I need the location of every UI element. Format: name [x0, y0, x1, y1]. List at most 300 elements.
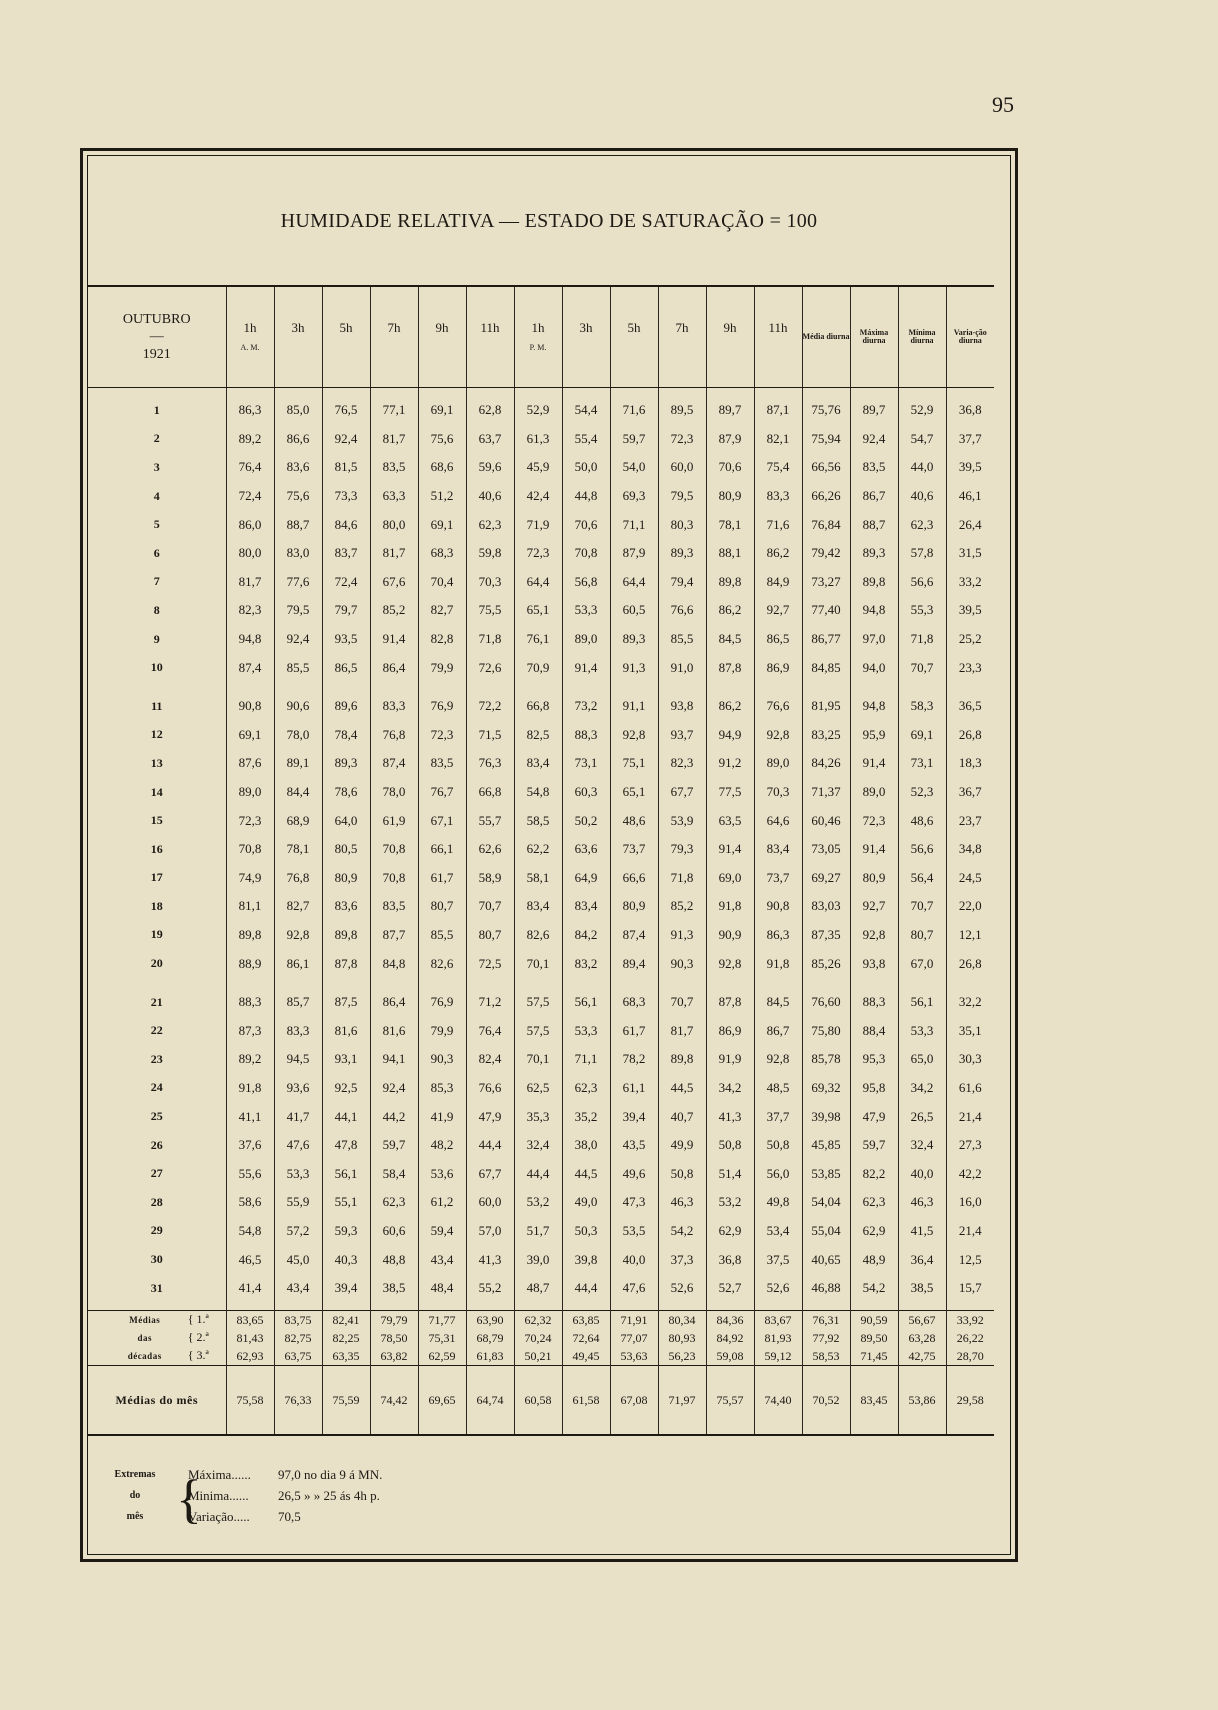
decade-mean-row [88, 1329, 994, 1347]
hour-value: 64,0 [322, 806, 370, 835]
row-gap [88, 1302, 226, 1311]
hour-value: 50,3 [562, 1217, 610, 1246]
month-extremes [88, 1461, 1010, 1551]
hour-value: 85,2 [370, 596, 418, 625]
daily-variation: 16,0 [946, 1188, 994, 1217]
hour-value: 37,3 [658, 1245, 706, 1274]
decade-mean: 76,31 [802, 1311, 850, 1330]
hour-value: 94,8 [226, 625, 274, 654]
decade-group-label: Médias [129, 1315, 161, 1326]
row-gap [466, 1302, 514, 1311]
hour-value: 66,6 [610, 864, 658, 893]
decade-hour-mean: 79,79 [370, 1311, 418, 1330]
hour-value: 84,5 [706, 625, 754, 654]
hour-value: 57,5 [514, 988, 562, 1017]
hour-value: 60,3 [562, 778, 610, 807]
hour-value: 53,2 [514, 1188, 562, 1217]
daily-min: 48,6 [898, 806, 946, 835]
daily-min: 38,5 [898, 1274, 946, 1303]
hour-label: 5h [339, 320, 353, 336]
hour-label: 3h [579, 320, 593, 336]
hour-value: 84,4 [274, 778, 322, 807]
day-number: 16 [150, 841, 163, 856]
daily-mean: 81,95 [802, 692, 850, 721]
hour-value: 55,2 [466, 1274, 514, 1303]
hour-value: 89,6 [322, 692, 370, 721]
daily-min: 58,3 [898, 692, 946, 721]
decade-hour-mean: 53,63 [610, 1347, 658, 1366]
hour-value: 82,5 [514, 721, 562, 750]
hour-value: 81,7 [226, 568, 274, 597]
hour-label: 7h [387, 320, 401, 336]
day-number: 26 [150, 1137, 163, 1152]
decade-hour-mean: 80,34 [658, 1311, 706, 1330]
hour-value: 45,0 [274, 1245, 322, 1274]
hour-value: 73,7 [610, 835, 658, 864]
hour-value: 59,4 [418, 1217, 466, 1246]
hour-value: 83,6 [274, 453, 322, 482]
hour-value: 52,6 [754, 1274, 802, 1303]
daily-max: 47,9 [850, 1102, 898, 1131]
hour-value: 48,2 [418, 1131, 466, 1160]
daily-min: 56,6 [898, 835, 946, 864]
decade-min: 56,67 [898, 1311, 946, 1330]
hour-value: 88,3 [562, 721, 610, 750]
daily-min: 52,9 [898, 396, 946, 425]
daily-max: 94,8 [850, 692, 898, 721]
hour-value: 80,0 [370, 510, 418, 539]
hour-value: 87,9 [610, 539, 658, 568]
hour-value: 66,8 [466, 778, 514, 807]
hour-value: 82,6 [514, 921, 562, 950]
hour-value: 84,5 [754, 988, 802, 1017]
row-gap [610, 682, 658, 692]
daily-variation: 12,1 [946, 921, 994, 950]
hour-value: 76,5 [322, 396, 370, 425]
hour-value: 89,7 [706, 396, 754, 425]
hour-value: 91,9 [706, 1045, 754, 1074]
hour-value: 82,7 [418, 596, 466, 625]
daily-min: 40,0 [898, 1159, 946, 1188]
hour-value: 71,8 [658, 864, 706, 893]
daily-mean: 54,04 [802, 1188, 850, 1217]
hour-value: 64,4 [610, 568, 658, 597]
row-gap [802, 978, 850, 988]
row-gap [946, 388, 994, 397]
hour-value: 82,3 [658, 749, 706, 778]
hour-value: 92,4 [322, 425, 370, 454]
header-dash: — [149, 329, 164, 345]
day-number: 27 [150, 1166, 163, 1181]
row-gap [946, 978, 994, 988]
hour-value: 79,4 [658, 568, 706, 597]
hour-value: 90,6 [274, 692, 322, 721]
daily-min: 54,7 [898, 425, 946, 454]
daily-max: 83,5 [850, 453, 898, 482]
daily-variation: 61,6 [946, 1074, 994, 1103]
hour-value: 79,9 [418, 1016, 466, 1045]
hour-value: 40,6 [466, 482, 514, 511]
hour-value: 48,7 [514, 1274, 562, 1303]
decade-number: 1.ª [196, 1312, 209, 1327]
row-gap [274, 1302, 322, 1311]
row-gap [88, 388, 226, 397]
hour-value: 62,9 [706, 1217, 754, 1246]
hour-value: 83,5 [370, 892, 418, 921]
row-gap [418, 682, 466, 692]
daily-mean: 66,26 [802, 482, 850, 511]
decade-variation: 26,22 [946, 1329, 994, 1347]
hour-value: 90,8 [754, 892, 802, 921]
hour-value: 84,2 [562, 921, 610, 950]
hour-value: 55,9 [274, 1188, 322, 1217]
row-gap [754, 388, 802, 397]
daily-variation: 36,5 [946, 692, 994, 721]
row-gap [802, 388, 850, 397]
daily-mean: 87,35 [802, 921, 850, 950]
hour-value: 67,7 [658, 778, 706, 807]
day-row [88, 921, 994, 950]
row-gap [274, 682, 322, 692]
hour-value: 79,5 [274, 596, 322, 625]
hour-value: 41,3 [706, 1102, 754, 1131]
hour-value: 41,1 [226, 1102, 274, 1131]
hour-value: 72,4 [322, 568, 370, 597]
header-media: Média diurna [802, 286, 850, 388]
hour-value: 70,9 [514, 653, 562, 682]
daily-min: 56,4 [898, 864, 946, 893]
header-variacao: Varia-ção diurna [946, 286, 994, 388]
daily-mean: 60,46 [802, 806, 850, 835]
hour-value: 70,8 [562, 539, 610, 568]
hour-value: 87,7 [370, 921, 418, 950]
hour-value: 71,1 [562, 1045, 610, 1074]
hour-value: 72,4 [226, 482, 274, 511]
hour-value: 70,4 [418, 568, 466, 597]
hour-value: 70,8 [226, 835, 274, 864]
decade-hour-mean: 62,32 [514, 1311, 562, 1330]
hour-value: 94,1 [370, 1045, 418, 1074]
hour-value: 73,1 [562, 749, 610, 778]
hour-value: 37,6 [226, 1131, 274, 1160]
hour-value: 66,8 [514, 692, 562, 721]
decade-mean: 77,92 [802, 1329, 850, 1347]
day-number: 25 [150, 1109, 163, 1124]
hour-value: 48,6 [610, 806, 658, 835]
hour-value: 62,8 [466, 396, 514, 425]
daily-min: 41,5 [898, 1217, 946, 1246]
hour-value: 91,8 [226, 1074, 274, 1103]
hour-value: 89,1 [274, 749, 322, 778]
hour-value: 69,1 [226, 721, 274, 750]
hour-value: 39,4 [610, 1102, 658, 1131]
hour-value: 58,1 [514, 864, 562, 893]
row-gap [658, 388, 706, 397]
hour-value: 52,6 [658, 1274, 706, 1303]
row-gap [562, 978, 610, 988]
decade-hour-mean: 61,83 [466, 1347, 514, 1366]
hour-value: 81,7 [370, 539, 418, 568]
day-number: 11 [151, 698, 163, 713]
daily-max: 72,3 [850, 806, 898, 835]
daily-min: 57,8 [898, 539, 946, 568]
row-gap [418, 388, 466, 397]
hour-value: 68,9 [274, 806, 322, 835]
hour-value: 47,6 [610, 1274, 658, 1303]
daily-mean: 46,88 [802, 1274, 850, 1303]
hour-value: 80,5 [322, 835, 370, 864]
hour-value: 63,7 [466, 425, 514, 454]
daily-mean: 85,78 [802, 1045, 850, 1074]
hour-value: 53,9 [658, 806, 706, 835]
daily-min: 32,4 [898, 1131, 946, 1160]
hour-value: 54,4 [562, 396, 610, 425]
hour-value: 47,8 [322, 1131, 370, 1160]
decade-max: 71,45 [850, 1347, 898, 1366]
hour-value: 83,4 [754, 835, 802, 864]
daily-variation: 22,0 [946, 892, 994, 921]
row-gap [514, 682, 562, 692]
day-row [88, 949, 994, 978]
row-gap [370, 978, 418, 988]
month-min: 53,86 [898, 1366, 946, 1436]
hour-value: 78,1 [706, 510, 754, 539]
hour-value: 47,3 [610, 1188, 658, 1217]
hour-value: 87,9 [706, 425, 754, 454]
daily-mean: 75,76 [802, 396, 850, 425]
hour-value: 85,5 [418, 921, 466, 950]
daily-max: 48,9 [850, 1245, 898, 1274]
daily-variation: 24,5 [946, 864, 994, 893]
hour-value: 72,3 [514, 539, 562, 568]
daily-variation: 18,3 [946, 749, 994, 778]
hour-value: 87,4 [610, 921, 658, 950]
hour-value: 73,7 [754, 864, 802, 893]
hour-value: 64,9 [562, 864, 610, 893]
hour-value: 71,2 [466, 988, 514, 1017]
hour-value: 63,6 [562, 835, 610, 864]
hour-value: 83,3 [370, 692, 418, 721]
decade-hour-mean: 77,07 [610, 1329, 658, 1347]
hour-value: 89,2 [226, 425, 274, 454]
hour-value: 59,6 [466, 453, 514, 482]
daily-mean: 77,40 [802, 596, 850, 625]
daily-min: 70,7 [898, 653, 946, 682]
hour-value: 72,3 [658, 425, 706, 454]
hour-value: 71,8 [466, 625, 514, 654]
daily-min: 34,2 [898, 1074, 946, 1103]
hour-value: 55,4 [562, 425, 610, 454]
daily-min: 52,3 [898, 778, 946, 807]
day-row [88, 1217, 994, 1246]
decade-hour-mean: 59,08 [706, 1347, 754, 1366]
hour-value: 91,8 [754, 949, 802, 978]
daily-variation: 26,8 [946, 949, 994, 978]
day-number: 4 [153, 488, 160, 503]
hour-value: 78,0 [274, 721, 322, 750]
hour-value: 56,8 [562, 568, 610, 597]
day-number: 30 [150, 1252, 163, 1267]
daily-variation: 35,1 [946, 1016, 994, 1045]
hour-value: 46,5 [226, 1245, 274, 1274]
daily-max: 97,0 [850, 625, 898, 654]
hour-value: 52,9 [514, 396, 562, 425]
daily-variation: 34,8 [946, 835, 994, 864]
daily-max: 94,8 [850, 596, 898, 625]
hour-value: 69,3 [610, 482, 658, 511]
daily-variation: 21,4 [946, 1217, 994, 1246]
decade-hour-mean: 84,92 [706, 1329, 754, 1347]
hour-value: 72,2 [466, 692, 514, 721]
hour-value: 61,2 [418, 1188, 466, 1217]
hour-value: 86,5 [322, 653, 370, 682]
hour-value: 63,5 [706, 806, 754, 835]
decade-hour-mean: 78,50 [370, 1329, 418, 1347]
daily-mean: 66,56 [802, 453, 850, 482]
decade-variation: 28,70 [946, 1347, 994, 1366]
hour-value: 41,7 [274, 1102, 322, 1131]
hour-value: 61,7 [610, 1016, 658, 1045]
hour-value: 82,3 [226, 596, 274, 625]
month-mean: 70,52 [802, 1366, 850, 1436]
extremes-label-1: Extremas [114, 1469, 156, 1480]
daily-min: 46,3 [898, 1188, 946, 1217]
hour-value: 76,6 [658, 596, 706, 625]
decade-max: 90,59 [850, 1311, 898, 1330]
hour-value: 65,1 [514, 596, 562, 625]
hour-value: 57,0 [466, 1217, 514, 1246]
hour-value: 86,7 [754, 1016, 802, 1045]
hour-value: 73,3 [322, 482, 370, 511]
day-row [88, 721, 994, 750]
hour-value: 79,3 [658, 835, 706, 864]
daily-mean: 73,27 [802, 568, 850, 597]
hour-value: 48,8 [370, 1245, 418, 1274]
day-row [88, 692, 994, 721]
hour-value: 92,8 [754, 1045, 802, 1074]
header-year: 1921 [142, 346, 171, 362]
hour-value: 51,2 [418, 482, 466, 511]
hour-value: 62,5 [514, 1074, 562, 1103]
day-number: 22 [150, 1023, 163, 1038]
hour-value: 92,8 [610, 721, 658, 750]
day-row [88, 482, 994, 511]
hour-value: 75,5 [466, 596, 514, 625]
hour-value: 76,3 [466, 749, 514, 778]
daily-mean: 86,77 [802, 625, 850, 654]
daily-max: 59,7 [850, 1131, 898, 1160]
hour-value: 89,8 [322, 921, 370, 950]
hour-value: 44,5 [562, 1159, 610, 1188]
hour-value: 78,6 [322, 778, 370, 807]
hour-value: 75,1 [610, 749, 658, 778]
hour-value: 87,4 [370, 749, 418, 778]
month-mean-label: Médias do mês [88, 1366, 226, 1436]
hour-value: 44,1 [322, 1102, 370, 1131]
daily-min: 62,3 [898, 510, 946, 539]
hour-label: 3h [291, 320, 305, 336]
day-number: 12 [150, 727, 163, 742]
hour-value: 62,3 [562, 1074, 610, 1103]
hour-value: 56,1 [322, 1159, 370, 1188]
daily-mean: 75,94 [802, 425, 850, 454]
hour-value: 70,3 [466, 568, 514, 597]
decade-hour-mean: 50,21 [514, 1347, 562, 1366]
day-row [88, 568, 994, 597]
hour-value: 88,7 [274, 510, 322, 539]
hour-value: 80,9 [706, 482, 754, 511]
extreme-min-label: Minima...... [188, 1488, 249, 1503]
daily-max: 95,9 [850, 721, 898, 750]
hour-value: 91,4 [706, 835, 754, 864]
hour-value: 32,4 [514, 1131, 562, 1160]
row-gap [322, 978, 370, 988]
row-gap [418, 1302, 466, 1311]
header-hour [466, 286, 514, 388]
day-number: 10 [150, 660, 163, 675]
day-number: 15 [150, 813, 163, 828]
daily-variation: 42,2 [946, 1159, 994, 1188]
day-row [88, 1188, 994, 1217]
hour-value: 81,5 [322, 453, 370, 482]
hour-value: 82,1 [754, 425, 802, 454]
hour-value: 91,8 [706, 892, 754, 921]
decade-hour-mean: 62,93 [226, 1347, 274, 1366]
daily-mean: 76,84 [802, 510, 850, 539]
row-gap [898, 388, 946, 397]
header-hour [274, 286, 322, 388]
daily-max: 89,3 [850, 539, 898, 568]
day-row [88, 396, 994, 425]
hour-value: 92,8 [706, 949, 754, 978]
hour-value: 38,5 [370, 1274, 418, 1303]
hour-value: 70,6 [706, 453, 754, 482]
hour-value: 92,8 [754, 721, 802, 750]
header-hour [370, 286, 418, 388]
hour-value: 89,4 [610, 949, 658, 978]
hour-value: 67,7 [466, 1159, 514, 1188]
hour-value: 71,6 [754, 510, 802, 539]
hour-value: 92,7 [754, 596, 802, 625]
hour-value: 71,5 [466, 721, 514, 750]
row-gap [322, 1302, 370, 1311]
decade-label: das { 2.ª [88, 1329, 226, 1347]
daily-mean: 84,26 [802, 749, 850, 778]
hour-value: 77,1 [370, 396, 418, 425]
hour-value: 44,2 [370, 1102, 418, 1131]
hour-value: 70,8 [370, 835, 418, 864]
decade-group-label: das [137, 1333, 152, 1344]
hour-value: 87,4 [226, 653, 274, 682]
header-month: OUTUBRO [122, 311, 191, 327]
row-gap [466, 682, 514, 692]
daily-min: 44,0 [898, 453, 946, 482]
row-gap [514, 388, 562, 397]
hour-value: 59,7 [370, 1131, 418, 1160]
hour-value: 54,0 [610, 453, 658, 482]
decade-hour-mean: 82,75 [274, 1329, 322, 1347]
row-gap [370, 682, 418, 692]
hour-value: 89,2 [226, 1045, 274, 1074]
header-hour [706, 286, 754, 388]
daily-mean: 75,80 [802, 1016, 850, 1045]
day-number: 23 [150, 1051, 163, 1066]
row-gap [370, 1302, 418, 1311]
hour-value: 68,6 [418, 453, 466, 482]
day-number: 24 [150, 1080, 163, 1095]
hour-value: 93,1 [322, 1045, 370, 1074]
day-number: 21 [150, 994, 163, 1009]
